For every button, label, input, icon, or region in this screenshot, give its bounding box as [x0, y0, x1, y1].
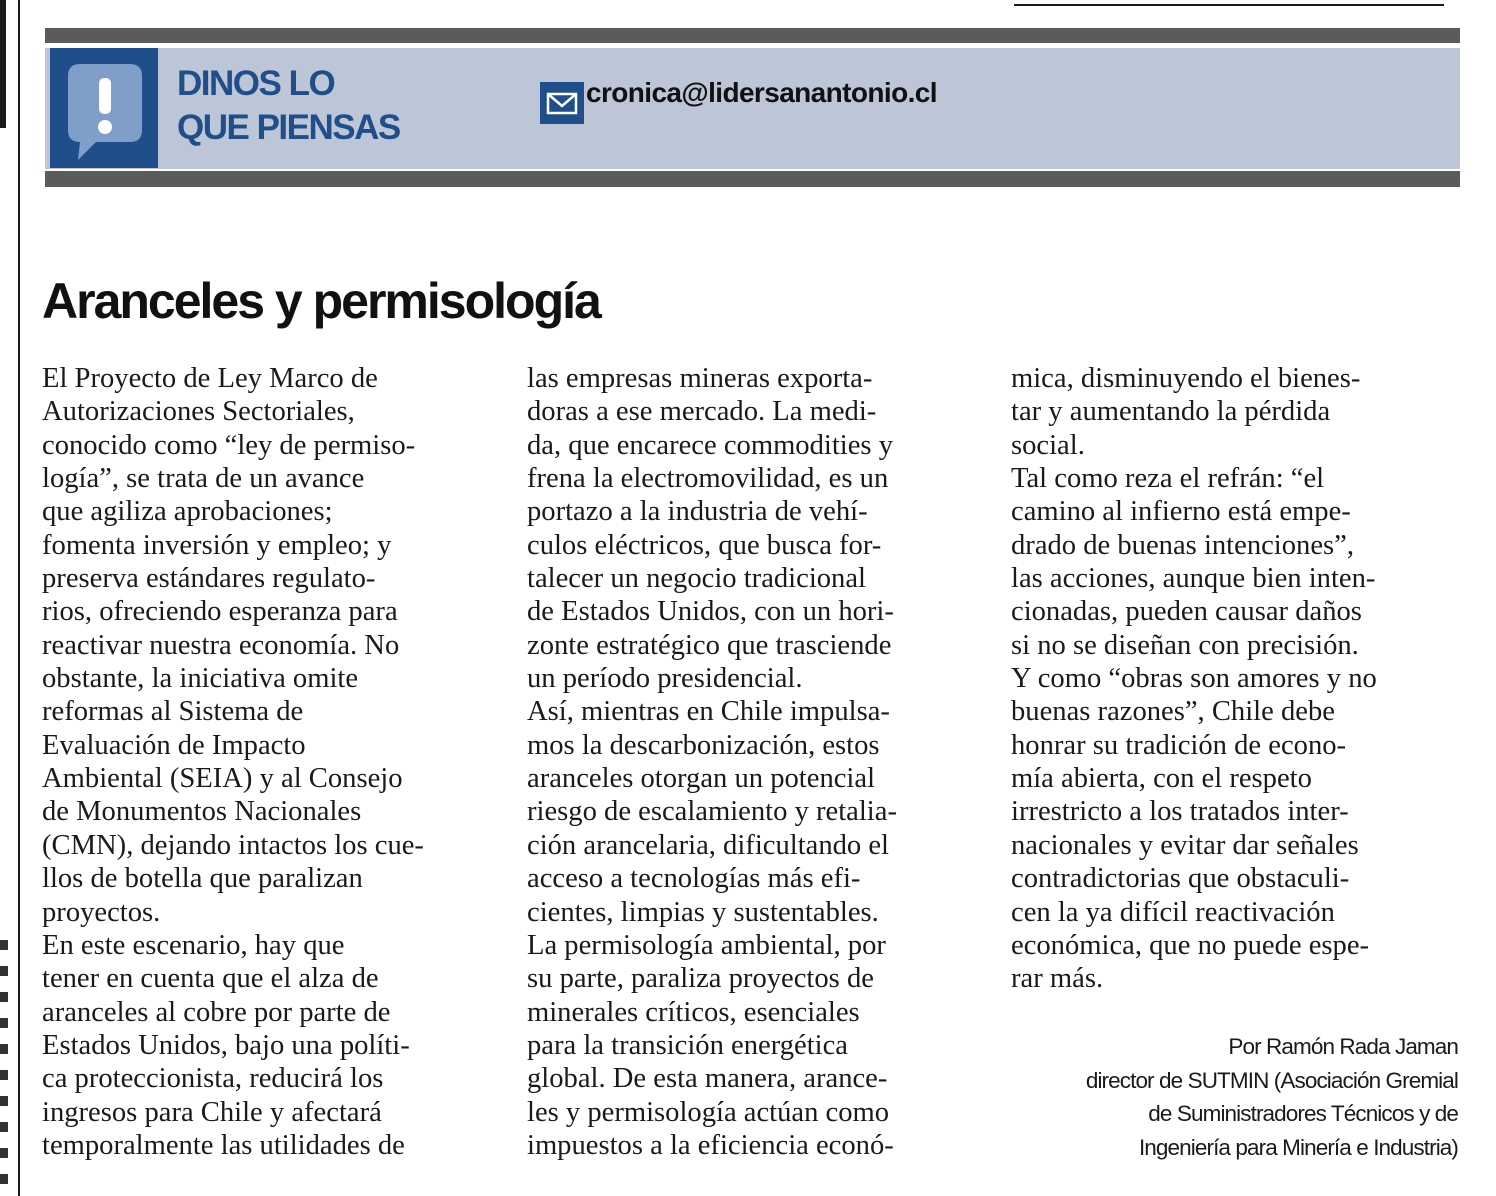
column-text-line: reformas al Sistema de — [42, 696, 304, 728]
page-edge-ticks — [0, 940, 8, 1190]
byline-role-1: director de SUTMIN (Asociación Gremial — [1085, 1067, 1458, 1093]
column-text-line: logía”, se trata de un avance — [42, 463, 365, 495]
column-text-line: portazo a la industria de vehí- — [527, 496, 868, 528]
column-text-line: mía abierta, con el respeto — [1011, 763, 1312, 795]
column-text-line: cientes, limpias y sustentables. — [527, 896, 879, 928]
column-text-line: Tal como reza el refrán: “el — [1011, 463, 1325, 495]
column-text-line: buenas razones”, Chile debe — [1011, 696, 1335, 728]
column-text-line: de Monumentos Nacionales — [42, 796, 362, 828]
column-text-line: las acciones, aunque bien inten- — [1011, 563, 1376, 595]
byline-role-3: Ingeniería para Minería e Industria) — [1138, 1134, 1458, 1160]
column-text-line: Evaluación de Impacto — [42, 729, 306, 761]
column-text-line: fomenta inversión y empleo; y — [42, 529, 392, 561]
column-text-line: conocido como “ley de permiso- — [42, 429, 416, 461]
column-text-line: irrestricto a los tratados inter- — [1011, 796, 1349, 828]
top-rule — [1014, 4, 1444, 6]
column-text-line: que agiliza aprobaciones; — [42, 496, 333, 528]
column-text-line: obstante, la iniciativa omite — [42, 663, 359, 695]
column-text-line: aranceles al cobre por parte de — [42, 996, 391, 1028]
column-text-line: La permisología ambiental, por — [527, 929, 886, 961]
envelope-icon — [540, 82, 584, 124]
header-bottom-bar — [45, 171, 1460, 187]
section-title — [177, 62, 400, 150]
column-text-line: reactivar nuestra economía. No — [42, 629, 400, 661]
column-text-line: tener en cuenta que el alza de — [42, 963, 379, 995]
column-text-line: Autorizaciones Sectoriales, — [42, 396, 355, 428]
column-text-line: les y permisología actúan como — [527, 1096, 890, 1128]
page-edge-mark — [0, 0, 6, 128]
column-text-line: doras a ese mercado. La medi- — [527, 396, 877, 428]
byline-role-2: de Suministradores Técnicos y de — [1148, 1101, 1458, 1126]
column-text-line: Estados Unidos, bajo una políti- — [42, 1029, 410, 1061]
column-text-line: un período presidencial. — [527, 663, 803, 695]
column-text-line: social. — [1011, 429, 1085, 461]
article-headline: Aranceles y permisología — [42, 273, 600, 329]
column-text-line: drado de buenas intenciones”, — [1011, 529, 1354, 561]
author-byline — [1086, 1030, 1458, 1164]
article-column-1 — [42, 362, 424, 1162]
column-text-line: rar más. — [1011, 963, 1104, 995]
column-text-line: ción arancelaria, dificultando el — [527, 829, 890, 861]
column-text-line: si no se diseñan con precisión. — [1011, 629, 1359, 661]
column-text-line: temporalmente las utilidades de — [42, 1129, 405, 1161]
page-gutter-line — [18, 0, 20, 1196]
section-title-line-1: DINOS LO — [177, 64, 335, 103]
column-text-line: Y como “obras son amores y no — [1011, 663, 1377, 695]
column-text-line: culos eléctricos, que busca for- — [527, 529, 882, 561]
column-text-line: impuestos a la eficiencia econó- — [527, 1129, 894, 1161]
column-text-line: da, que encarece commodities y — [527, 429, 893, 461]
contact-email: cronica@lidersanantonio.cl — [586, 77, 937, 108]
column-text-line: mos la descarbonización, estos — [527, 729, 880, 761]
column-text-line: global. De esta manera, arance- — [527, 1063, 888, 1095]
column-text-line: ingresos para Chile y afectará — [42, 1096, 382, 1128]
column-text-line: contradictorias que obstaculi- — [1011, 863, 1350, 895]
column-text-line: las empresas mineras exporta- — [527, 363, 873, 394]
column-text-line: ca proteccionista, reducirá los — [42, 1063, 384, 1095]
column-text-line: tar y aumentando la pérdida — [1011, 396, 1331, 428]
article-column-3 — [1011, 362, 1377, 996]
column-text-line: para la transición energética — [527, 1029, 848, 1061]
column-text-line: Ambiental (SEIA) y al Consejo — [42, 763, 403, 795]
column-text-line: preserva estándares regulato- — [42, 563, 376, 595]
column-text-line: En este escenario, hay que — [42, 929, 345, 961]
column-text-line: talecer un negocio tradicional — [527, 563, 866, 595]
column-text-line: minerales críticos, esenciales — [527, 996, 860, 1028]
column-text-line: (CMN), dejando intactos los cue- — [42, 829, 424, 861]
column-text-line: proyectos. — [42, 896, 161, 928]
column-text-line: llos de botella que paralizan — [42, 863, 363, 895]
column-text-line: frena la electromovilidad, es un — [527, 463, 889, 495]
column-text-line: riesgo de escalamiento y retalia- — [527, 796, 897, 828]
byline-author: Por Ramón Rada Jaman — [1228, 1034, 1458, 1059]
column-text-line: su parte, paraliza proyectos de — [527, 963, 874, 995]
column-text-line: cionadas, pueden causar daños — [1011, 596, 1362, 628]
column-text-line: El Proyecto de Ley Marco de — [42, 363, 378, 394]
column-text-line: económica, que no puede espe- — [1011, 929, 1370, 961]
column-text-line: zonte estratégico que trasciende — [527, 629, 892, 661]
column-text-line: acceso a tecnologías más efi- — [527, 863, 861, 895]
column-text-line: nacionales y evitar dar señales — [1011, 829, 1359, 861]
column-text-line: aranceles otorgan un potencial — [527, 763, 876, 795]
header-top-bar — [45, 28, 1460, 43]
section-title-line-2: QUE PIENSAS — [177, 108, 400, 147]
exclamation-speech-bubble-icon — [50, 48, 158, 168]
column-text-line: honrar su tradición de econo- — [1011, 729, 1347, 761]
column-text-line: cen la ya difícil reactivación — [1011, 896, 1335, 928]
column-text-line: Así, mientras en Chile impulsa- — [527, 696, 890, 728]
article-column-2 — [527, 362, 897, 1162]
column-text-line: rios, ofreciendo esperanza para — [42, 596, 398, 628]
column-text-line: de Estados Unidos, con un hori- — [527, 596, 894, 628]
column-text-line: mica, disminuyendo el bienes- — [1011, 363, 1361, 394]
column-text-line: camino al infierno está empe- — [1011, 496, 1351, 528]
